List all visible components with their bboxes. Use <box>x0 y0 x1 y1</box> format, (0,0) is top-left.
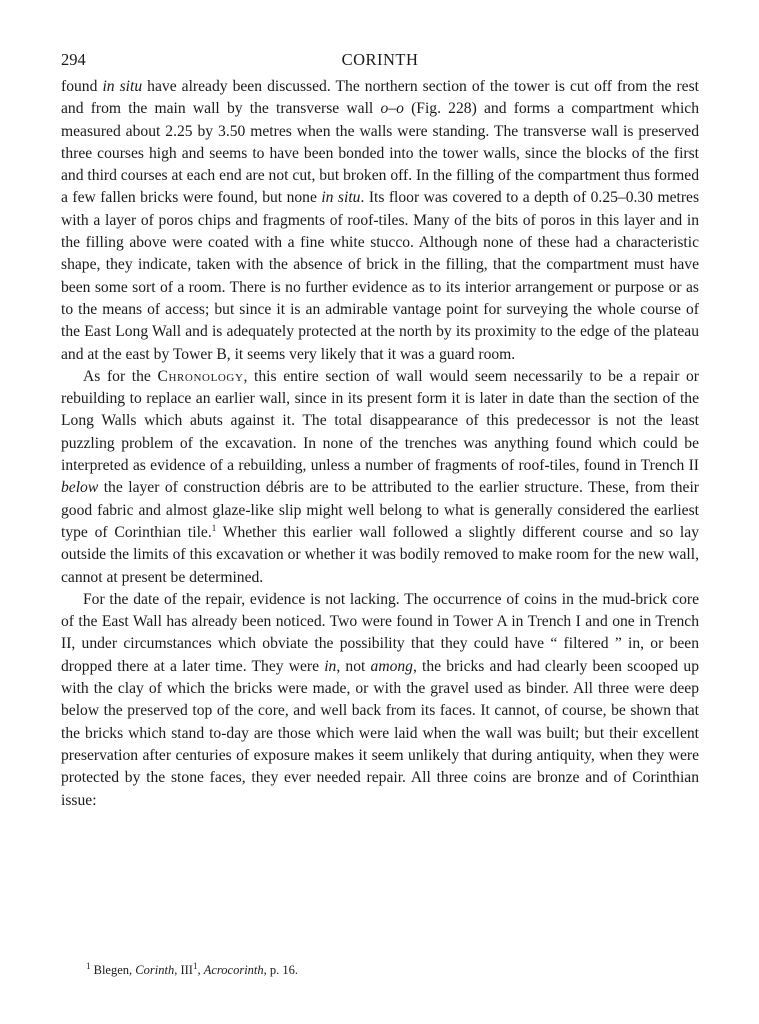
paragraph-1: found in situ have already been discussed. The northern section of the tower is cut off from the rest and from the main wall by the transverse wall o–o (Fig. 228) and forms a compartment which measured about 2.25 by 3.50 metres when the walls were standing. The transverse wall is preserved three courses high and seems to have been bonded into the tower walls, since the blocks of the first and third courses at each end are not cut, but broken off. In the filling of the compartment thus formed a few fallen bricks were found, but none in situ. Its floor was covered to a depth of 0.25–0.30 metres with a layer of poros chips and fragments of roof-tiles. Many of the bits of poros in this layer and in the filling above were coated with a fine white stucco. Although none of these had a characteristic shape, they indicate, taken with the absence of brick in the filling, that the compartment must have been some sort of a room. There is no further evidence as to its interior arrangement or purpose or as to the means of access; but since it is an admirable vantage point for surveying the whole course of the East Long Wall and is adequately protected at the north by its proximity to the edge of the plateau and at the east by Tower B, it seems very likely that it was a guard room. <box>61 78 700 363</box>
running-head <box>61 50 699 76</box>
paragraph-2: As for the Chronology, this entire section of wall would seem necessarily to be a repair or rebuilding to replace an earlier wall, since in its present form it is later in date than the section of the Long Walls which abuts against it. The total disappearance of this predecessor is not the least puzzling problem of the excavation. In none of the trenches was anything found which could be interpreted as evidence of a rebuilding, unless a number of fragments of roof-tiles, found in Trench II below the layer of construction débris are to be attributed to the earlier structure. These, from their good fabric and almost glaze-like slip might well belong to what is generally considered the earliest type of Corinthian tile.$^1$ Whether this earlier wall followed a slightly different course and so lay outside the limits of this excavation or whether it was bodily removed to make room for the new wall, cannot at present be determined. <box>61 367 700 586</box>
section-heading-chronology: Chronology <box>157 367 244 385</box>
footnote-reference[interactable]: 1 <box>211 522 217 533</box>
running-title: CORINTH <box>341 50 419 69</box>
page-number: 294 <box>61 50 86 69</box>
body-text <box>61 76 699 812</box>
page <box>61 50 699 812</box>
footnote: $^1$ Blegen, Corinth, III$^1$, Acrocorinth, p. 16. <box>86 960 299 977</box>
paragraph-3: For the date of the repair, evidence is not lacking. The occurrence of coins in the mud-brick core of the East Wall has already been noticed. Two were found in Tower A in Trench I and one in Trench II, under circumstances which obviate the possibility that they could have “ filtered ” in, or been dropped there at a later time. They were in, not among, the bricks and had clearly been scooped up with the clay of which the bricks were made, or with the gravel used as binder. All three were deep below the preserved top of the core, and well back from its faces. It cannot, of course, be shown that the bricks which stand to-day are those which were laid when the wall was built; but their excellent preservation after centuries of exposure makes it seem unlikely that during antiquity, when they were protected by the stone faces, they ever needed repair. All three coins are bronze and of Corinthian issue: <box>61 590 699 809</box>
footnote-marker: 1 <box>86 960 91 971</box>
